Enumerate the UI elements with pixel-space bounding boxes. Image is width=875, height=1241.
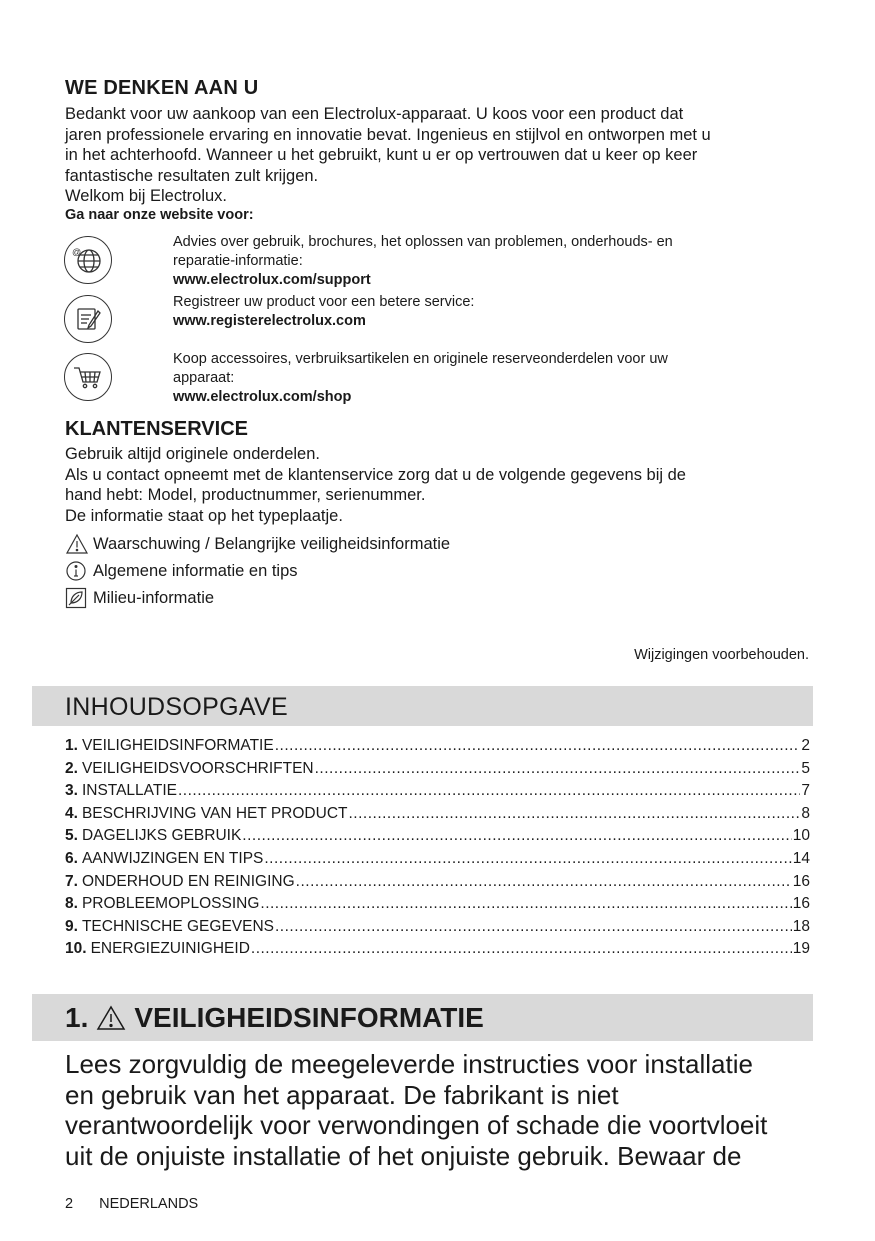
intro-line: jaren professionele ervaring en innovatie bevat. Ingenieus en stijlvol en ontworpen met u (65, 125, 711, 144)
toc-leader (260, 895, 791, 913)
toc-page: 8 (801, 804, 810, 822)
toc-label: VEILIGHEIDSINFORMATIE (81, 737, 274, 754)
toc-label: AANWIJZINGEN EN TIPS (81, 849, 264, 867)
toc-page: 18 (792, 917, 810, 935)
toc-leader (178, 782, 800, 800)
toc-number: 9. (65, 917, 78, 935)
service-title: KLANTENSERVICE (65, 418, 248, 440)
toc-page: 2 (801, 737, 810, 754)
toc-item[interactable] (65, 918, 810, 941)
toc-item[interactable] (65, 895, 810, 918)
toc-item[interactable] (65, 873, 810, 896)
toc-item[interactable] (65, 940, 810, 963)
toc-title: INHOUDSOPGAVE (65, 693, 288, 721)
toc-number: 3. (65, 782, 78, 800)
support-text: reparatie-informatie: (173, 253, 303, 269)
toc-item[interactable] (65, 850, 810, 873)
toc-page: 16 (792, 872, 810, 890)
toc-leader (251, 940, 792, 958)
table-of-contents (65, 737, 810, 963)
register-info (173, 293, 793, 331)
toc-page: 16 (792, 895, 810, 913)
intro-title: WE DENKEN AAN U (65, 77, 259, 99)
welcome-line: Welkom bij Electrolux. (65, 187, 227, 205)
intro-text (65, 104, 825, 207)
toc-label: ONDERHOUD EN REINIGING (81, 872, 295, 890)
toc-leader (275, 918, 792, 936)
intro-line: Bedankt voor uw aankoop van een Electrolux-apparaat. U koos voor een product dat (65, 105, 684, 123)
toc-item[interactable] (65, 805, 810, 828)
legend-warning (65, 533, 450, 555)
warning-icon (65, 533, 89, 555)
register-text: Registreer uw product voor een betere service: (173, 294, 475, 310)
toc-page: 19 (792, 940, 810, 958)
toc-page: 5 (801, 759, 810, 777)
section-header (32, 994, 813, 1041)
toc-label: PROBLEEMOPLOSSING (81, 895, 260, 913)
section-title (65, 1002, 484, 1034)
support-link[interactable]: www.electrolux.com/support (173, 272, 371, 288)
section-number: 1. (65, 1002, 89, 1033)
toc-label: VEILIGHEIDSVOORSCHRIFTEN (81, 759, 314, 777)
section-line: en gebruik van het apparaat. De fabrikant is niet (65, 1079, 619, 1110)
legend-label: Algemene informatie en tips (93, 562, 298, 580)
register-link[interactable]: www.registerelectrolux.com (173, 313, 366, 329)
warning-icon (96, 1004, 126, 1032)
service-text (65, 444, 825, 526)
toc-leader (242, 827, 791, 845)
section-body (65, 1049, 825, 1171)
support-text: Advies over gebruik, brochures, het oplossen van problemen, onderhouds- en (173, 234, 673, 250)
toc-number: 2. (65, 759, 78, 777)
register-icon (64, 295, 112, 343)
page-footer (65, 1196, 198, 1212)
toc-label: TECHNISCHE GEGEVENS (81, 917, 274, 935)
toc-label: ENERGIEZUINIGHEID (90, 940, 250, 958)
toc-number: 8. (65, 895, 78, 913)
toc-page: 7 (801, 782, 810, 800)
toc-page: 10 (792, 827, 810, 845)
intro-line: fantastische resultaten zult krijgen. (65, 166, 319, 185)
section-line: uit de onjuiste installatie of het onjuiste gebruik. Bewaar de (65, 1140, 742, 1171)
toc-item[interactable] (65, 782, 810, 805)
legend-info (65, 560, 298, 582)
toc-item[interactable] (65, 760, 810, 783)
toc-number: 6. (65, 849, 78, 867)
toc-leader (315, 760, 801, 778)
toc-leader (348, 805, 800, 823)
toc-header (32, 686, 813, 726)
footer-language: NEDERLANDS (99, 1196, 199, 1212)
toc-item[interactable] (65, 737, 810, 760)
shop-text: Koop accessoires, verbruiksartikelen en originele reserveonderdelen voor uw (173, 351, 668, 367)
intro-line: in het achterhoofd. Wanneer u het gebruikt, kunt u er op vertrouwen dat u keer op keer (65, 146, 698, 164)
toc-number: 5. (65, 827, 78, 845)
service-line: hand hebt: Model, productnummer, serienummer. (65, 486, 426, 504)
info-icon (65, 560, 89, 582)
toc-label: BESCHRIJVING VAN HET PRODUCT (81, 804, 348, 822)
shop-info (173, 350, 793, 407)
service-line: Gebruik altijd originele onderdelen. (65, 445, 320, 463)
toc-number: 10. (65, 940, 87, 958)
section-line: verantwoordelijk voor verwondingen of schade die voortvloeit (65, 1110, 768, 1140)
legend-label: Waarschuwing / Belangrijke veiligheidsinformatie (93, 535, 451, 553)
toc-label: INSTALLATIE (81, 782, 177, 800)
svg-text:@: @ (72, 247, 82, 257)
legend-environment (65, 587, 214, 609)
toc-page: 14 (792, 849, 810, 867)
website-label: Ga naar onze website voor: (65, 207, 254, 223)
toc-number: 7. (65, 872, 78, 890)
shop-text: apparaat: (173, 370, 235, 386)
globe-icon (64, 236, 112, 284)
section-line: Lees zorgvuldig de meegeleverde instructies voor installatie (65, 1049, 753, 1079)
toc-number: 1. (65, 737, 78, 754)
toc-leader (275, 737, 801, 755)
section-name: VEILIGHEIDSINFORMATIE (134, 1002, 484, 1033)
changes-note: Wijzigingen voorbehouden. (634, 647, 809, 663)
support-info (173, 233, 793, 290)
toc-item[interactable] (65, 827, 810, 850)
cart-icon (64, 353, 112, 401)
toc-leader (264, 850, 791, 868)
page-number: 2 (65, 1196, 74, 1212)
shop-link[interactable]: www.electrolux.com/shop (173, 389, 352, 405)
service-line: De informatie staat op het typeplaatje. (65, 506, 343, 525)
service-line: Als u contact opneemt met de klantenservice zorg dat u de volgende gegevens bij de (65, 465, 686, 484)
leaf-icon (65, 587, 89, 609)
legend-label: Milieu-informatie (93, 589, 215, 607)
toc-number: 4. (65, 804, 78, 822)
toc-leader (296, 873, 792, 891)
toc-label: DAGELIJKS GEBRUIK (81, 827, 242, 845)
